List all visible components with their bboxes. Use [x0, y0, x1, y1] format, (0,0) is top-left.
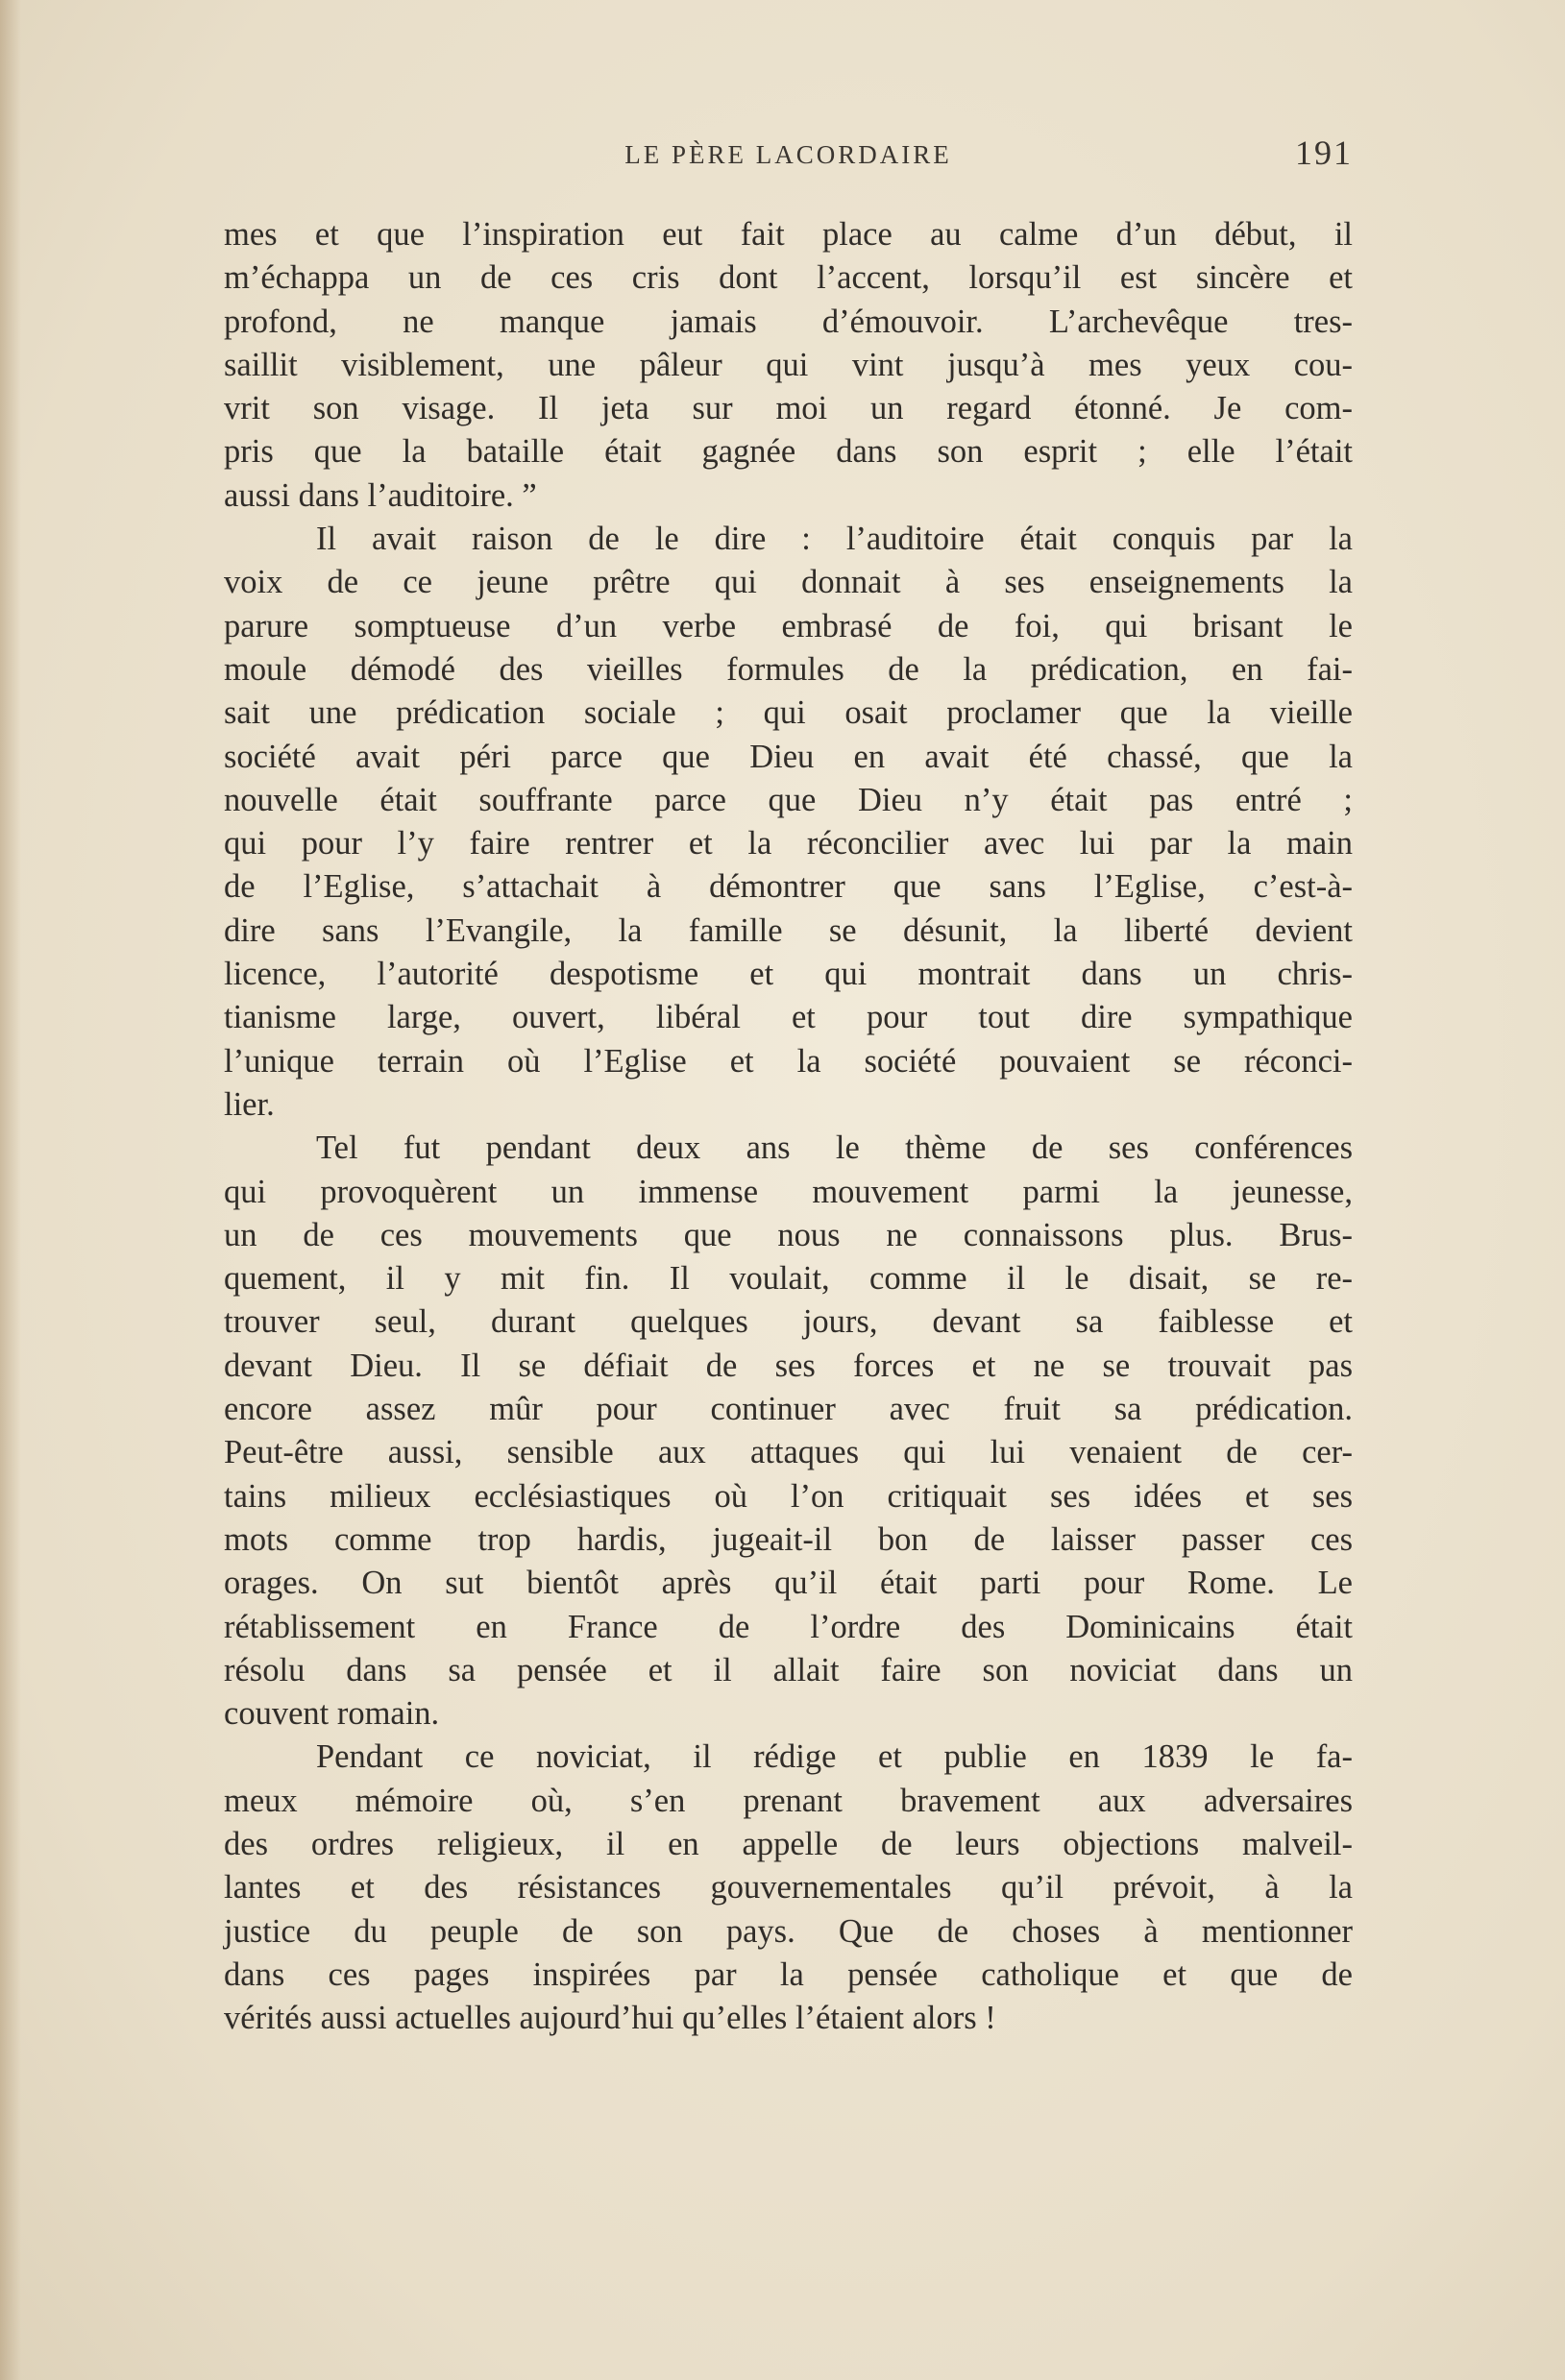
text-line: qui pour l’y faire rentrer et la réconcilier avec lui par la main — [224, 825, 1353, 862]
text-line: tianisme large, ouvert, libéral et pour tout dire sympathique — [224, 999, 1353, 1036]
text-line: rétablissement en France de l’ordre des Dominicains était — [224, 1608, 1353, 1645]
text-line: de l’Eglise, s’attachait à démontrer que sans l’Eglise, c’est-à- — [224, 868, 1353, 906]
text-line: résolu dans sa pensée et il allait faire son noviciat dans un — [224, 1651, 1353, 1688]
text-line: meux mémoire où, s’en prenant bravement aux adversaires — [224, 1782, 1353, 1819]
running-head-title: LE PÈRE LACORDAIRE — [624, 140, 952, 169]
text-line: Pendant ce noviciat, il rédige et publie en 1839 le fa- — [316, 1738, 1353, 1776]
text-line: devant Dieu. Il se défiait de ses forces et ne se trouvait pas — [224, 1347, 1353, 1384]
text-line: un de ces mouvements que nous ne connaissons plus. Brus- — [224, 1216, 1353, 1253]
text-line: justice du peuple de son pays. Que de choses à mentionner — [224, 1912, 1353, 1950]
text-line: mots comme trop hardis, jugeait-il bon de laisser passer ces — [224, 1520, 1353, 1558]
text-line: Tel fut pendant deux ans le thème de ses conférences — [316, 1129, 1353, 1167]
text-line: m’échappa un de ces cris dont l’accent, lorsqu’il est sincère et — [224, 259, 1353, 297]
text-line: nouvelle était souffrante parce que Dieu n’y était pas entré ; — [224, 781, 1353, 818]
text-line: moule démodé des vieilles formules de la prédication, en fai- — [224, 650, 1353, 688]
text-line: lier. — [224, 1085, 275, 1123]
text-line: aussi dans l’auditoire. ” — [224, 476, 537, 514]
text-line: vérités aussi actuelles aujourd’hui qu’elles l’étaient alors ! — [224, 2000, 996, 2037]
text-line: tains milieux ecclésiastiques où l’on critiquait ses idées et ses — [224, 1477, 1353, 1515]
text-line: voix de ce jeune prêtre qui donnait à ses enseignements la — [224, 564, 1353, 601]
text-line: parure somptueuse d’un verbe embrasé de foi, qui brisant le — [224, 607, 1353, 644]
text-line: couvent romain. — [224, 1695, 440, 1733]
text-line: des ordres religieux, il en appelle de leurs objections malveil- — [224, 1825, 1353, 1862]
text-line: quement, il y mit fin. Il voulait, comme il le disait, se re- — [224, 1260, 1353, 1298]
text-line: mes et que l’inspiration eut fait place au calme d’un début, il — [224, 216, 1353, 253]
text-line: pris que la bataille était gagnée dans son esprit ; elle l’était — [224, 433, 1353, 471]
page-edge-shadow — [0, 0, 21, 2380]
text-line: vrit son visage. Il jeta sur moi un regard étonné. Je com- — [224, 390, 1353, 427]
text-line: orages. On sut bientôt après qu’il était parti pour Rome. Le — [224, 1565, 1353, 1602]
text-line: trouver seul, durant quelques jours, devant sa faiblesse et — [224, 1303, 1353, 1341]
text-line: licence, l’autorité despotisme et qui montrait dans un chris- — [224, 956, 1353, 993]
text-line: l’unique terrain où l’Eglise et la société pouvaient se réconci- — [224, 1042, 1353, 1080]
text-line: qui provoquèrent un immense mouvement parmi la jeunesse, — [224, 1173, 1353, 1210]
text-line: profond, ne manque jamais d’émouvoir. L’archevêque tres- — [224, 303, 1353, 340]
text-line: Peut-être aussi, sensible aux attaques qui lui venaient de cer- — [224, 1434, 1353, 1471]
text-line: dans ces pages inspirées par la pensée catholique et que de — [224, 1955, 1353, 1993]
text-line: saillit visiblement, une pâleur qui vint jusqu’à mes yeux cou- — [224, 346, 1353, 383]
body-text — [224, 213, 1353, 2040]
text-line: dire sans l’Evangile, la famille se désunit, la liberté devient — [224, 911, 1353, 949]
running-head — [224, 133, 1353, 175]
text-line: lantes et des résistances gouvernementales qu’il prévoit, à la — [224, 1869, 1353, 1906]
page-number: 191 — [1295, 134, 1353, 172]
text-line: Il avait raison de le dire : l’auditoire était conquis par la — [316, 521, 1353, 558]
text-line: société avait péri parce que Dieu en avait été chassé, que la — [224, 738, 1353, 775]
text-line: sait une prédication sociale ; qui osait proclamer que la vieille — [224, 694, 1353, 732]
text-line: encore assez mûr pour continuer avec fruit sa prédication. — [224, 1391, 1353, 1428]
